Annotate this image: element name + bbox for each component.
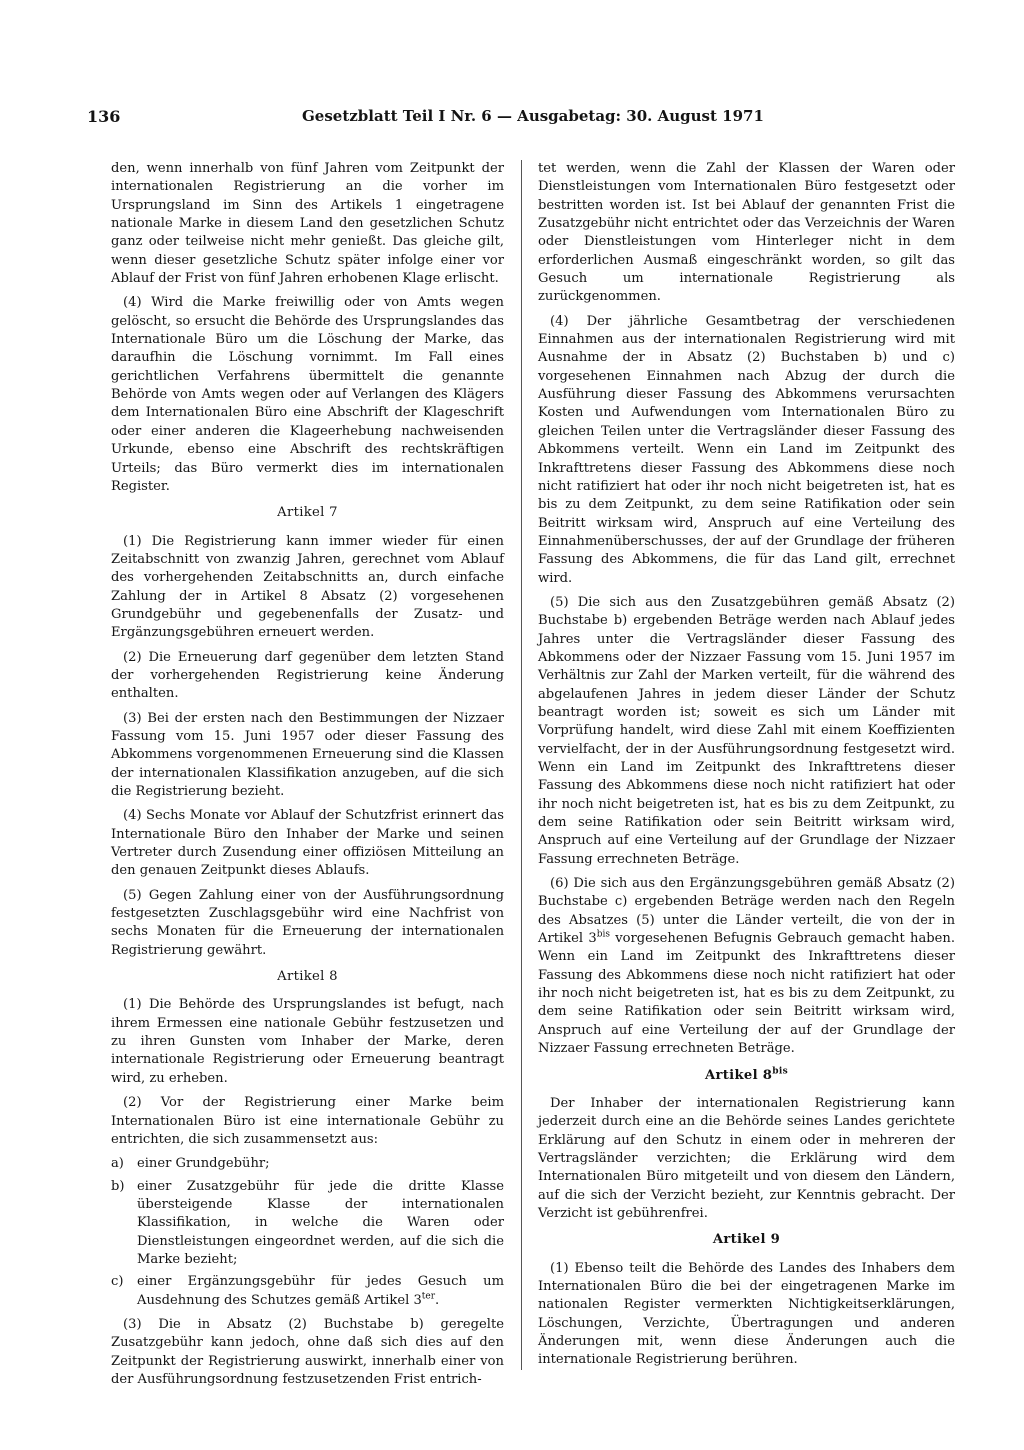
paragraph: den, wenn innerhalb von fünf Jahren vom Zeitpunkt der internationalen Registrierung an die vorher im Ursprungsland im Sinn des Artikels 1 eingetragene nationale Marke in diesem Land den gesetzlichen Schutz ganz oder teilweise nicht mehr genießt. Das gleiche gilt, wenn dieser gesetzliche Schutz später infolge einer vor Ablauf der Frist von fünf Jahren erhobenen Klage erlischt.: [111, 161, 504, 287]
paragraph: (1) Die Registrierung kann immer wieder für einen Zeitabschnitt von zwanzig Jahren, gerechnet vom Ablauf des vorhergehenden Zeitabschnitts an, durch einfache Zahlung der in Artikel 8 Absatz (2) vorgesehenen Grundgebühr und gegebenenfalls der Zusatz- und Ergänzungsgebühren erneuert werden.: [111, 533, 504, 641]
paragraph: (3) Bei der ersten nach den Bestimmungen der Nizzaer Fassung vom 15. Juni 1957 oder dieser Fassung des Abkommens vorgenommenen Erneuerung sind die Klassen der internationalen Klassifikation anzugeben, auf die sich die Registrierung bezieht.: [111, 710, 504, 799]
paragraph: (4) Wird die Marke freiwillig oder von Amts wegen gelöscht, so ersucht die Behörde des Ursprungslandes das Internationale Büro um die Löschung der Marke, das daraufhin die Löschung vornimmt. Im Fall eines gerichtlichen Verfahrens übermittelt die genannte Behörde von Amts wegen oder auf Verlangen des Klägers dem Internationalen Büro eine Abschrift der Klageschrift oder einer anderen die Klageerhebung nachweisenden Urkunde, ebenso eine Abschrift des rechtskräftigen Urteils; das Büro vermerkt dies im internationalen Register.: [111, 295, 504, 494]
column-divider: [521, 160, 522, 1370]
list-item-text: einer Grundgebühr;: [137, 1156, 270, 1172]
list-item-text: einer Zusatzgebühr für jede die dritte Klasse übersteigende Klasse der internationalen Klassifikation, in welche die Waren oder Dienstleistungen eingeordnet werden, auf die sich die Marke bezieht;: [137, 1178, 504, 1267]
article-heading: Artikel 8: [277, 969, 338, 985]
paragraph: (4) Der jährliche Gesamtbetrag der verschiedenen Einnahmen aus der internationalen Registrierung wird mit Ausnahme der in Absatz (2) Buchstaben b) und c) vorgesehenen Einnahmen nach Abzug der durch die Ausführung dieser Fassung des Abkommens verursachten Kosten und Aufwendungen vom Internationalen Büro zu gleichen Teilen unter die Vertragsländer dieser Fassung des Abkommens verteilt. Wenn ein Land im Zeitpunkt des Inkrafttretens dieser Fassung des Abkommens diese noch nicht ratifiziert hat oder ihr noch nicht beigetreten ist, hat es bis zu dem Zeitpunkt, zu dem seine Ratifikation oder sein Beitritt wirksam wird, Anspruch auf eine Verteilung des Einnahmenüberschusses, der auf der Grundlage der früheren Fassung des Abkommens, die für das Land gilt, errechnet wird.: [538, 313, 955, 586]
list-item: [111, 1178, 504, 1270]
article-heading: Artikel 7: [277, 505, 338, 521]
article-heading: [538, 1067, 955, 1085]
paragraph: (1) Ebenso teilt die Behörde des Landes des Inhabers dem Internationalen Büro die bei der eingetragenen Marke im nationalen Register vermerkten Nichtigkeitserklärungen, Löschungen, Verzichte, Übertragungen und anderen Änderungen mit, wenn diese Änderungen auch die internationale Registrierung berühren.: [538, 1260, 955, 1368]
paragraph: Der Inhaber der internationalen Registrierung kann jederzeit durch eine an die Behörde seines Landes gerichtete Erklärung auf den Schutz in einem oder in mehreren der Vertragsländer verzichten; die Erklärung wird dem Internationalen Büro mitgeteilt und von diesem den Ländern, auf die sich der Verzicht bezieht, zur Kenntnis gebracht. Der Verzicht ist gebührenfrei.: [538, 1095, 955, 1221]
paragraph: (5) Die sich aus den Zusatzgebühren gemäß Absatz (2) Buchstabe b) ergebenden Beträge werden nach Ablauf jedes Jahres unter die Vertragsländer dieser Fassung des Abkommens oder der Nizzaer Fassung vom 15. Juni 1957 im Verhältnis zur Zahl der Marken verteilt, für die während des abgelaufenen Jahres in jedem dieser Länder der Schutz beantragt worden ist; soweit es sich um Länder mit Vorprüfung handelt, wird diese Zahl mit einem Koeffizienten vervielfacht, der in der Ausführungsordnung festgesetzt wird. Wenn ein Land im Zeitpunkt des Inkrafttretens dieser Fassung des Abkommens diese noch nicht ratifiziert hat oder ihr noch nicht beigetreten ist, hat es bis zu dem Zeitpunkt, zu dem seine Ratifikation oder sein Beitritt wirksam wird, Anspruch auf eine Verteilung auf der Grundlage der Nizzaer Fassung errechneten Beträge.: [538, 594, 955, 867]
list-item-text: einer Ergänzungsgebühr für jedes Gesuch um Ausdehnung des Schutzes gemäß Artikel 3: [137, 1274, 504, 1308]
paragraph: (3) Die in Absatz (2) Buchstabe b) geregelte Zusatzgebühr kann jedoch, ohne daß sich dies auf den Zeitpunkt der Registrierung auswirkt, innerhalb einer von der Ausführungsordnung festzusetzenden Frist entrich-: [111, 1316, 504, 1387]
enumerated-list: [111, 1155, 504, 1310]
paragraph: tet werden, wenn die Zahl der Klassen der Waren oder Dienstleistungen vom Internationalen Büro festgesetzt oder bestritten worden ist. Ist bei Ablauf der genannten Frist die Zusatzgebühr nicht entrichtet oder das Verzeichnis der Waren oder Dienstleistungen vom Hinterleger nicht in dem erforderlichen Ausmaß eingeschränkt worden, so gilt das Gesuch um internationale Registrierung als zurückgenommen.: [538, 161, 955, 305]
paragraph: (1) Die Behörde des Ursprungslandes ist befugt, nach ihrem Ermessen eine nationale Gebühr festzusetzen und zu ihren Gunsten vom Inhaber der Marke, deren internationale Registrierung oder Erneuerung beantragt wird, zu erheben.: [111, 997, 504, 1086]
paragraph: (2) Die Erneuerung darf gegenüber dem letzten Stand der vorhergehenden Registrierung keine Änderung enthalten.: [111, 649, 504, 702]
paragraph: [538, 875, 955, 1058]
list-marker: a): [111, 1156, 124, 1172]
right-column: [538, 160, 955, 1376]
paragraph-text: vorgesehenen Befugnis Gebrauch gemacht haben. Wenn ein Land im Zeitpunkt des Inkrafttretens dieser Fassung des Abkommens diese noch nicht ratifiziert hat oder ihr noch nicht beigetreten ist, hat es bis zu dem Zeitpunkt, zu dem seine Ratifikation oder sein Beitritt wirksam wird, Anspruch auf eine Verteilung der auf der Grundlage der Nizzaer Fassung errechneten Beträge.: [538, 931, 956, 1057]
running-title: Gesetzblatt Teil I Nr. 6 — Ausgabetag: 30. August 1971: [302, 107, 764, 125]
list-item: [111, 1155, 504, 1173]
superscript: bis: [772, 1066, 788, 1077]
list-marker: c): [111, 1274, 124, 1290]
page-number: 136: [87, 107, 121, 126]
superscript: ter: [421, 1291, 436, 1302]
paragraph: (2) Vor der Registrierung einer Marke beim Internationalen Büro ist eine internationale Gebühr zu entrichten, die sich zusammensetzt aus:: [111, 1095, 504, 1147]
list-marker: b): [111, 1178, 125, 1194]
paragraph: (4) Sechs Monate vor Ablauf der Schutzfrist erinnert das Internationale Büro den Inhaber der Marke und seinen Vertreter durch Zusendung einer offiziösen Mitteilung an den genauen Zeitpunkt dieses Ablaufs.: [111, 808, 504, 879]
article-heading: Artikel 9: [712, 1232, 781, 1248]
paragraph-text: (6) Die sich aus den Ergänzungsgebühren gemäß Absatz (2) Buchstabe c) ergebenden Beträge werden nach den Regeln des Absatzes (5) unter die Länder verteilt, die von der in Artikel 3: [538, 876, 955, 947]
superscript: bis: [596, 929, 610, 940]
paragraph: (5) Gegen Zahlung einer von der Ausführungsordnung festgesetzten Zuschlagsgebühr wird eine Nachfrist von sechs Monaten für die Erneuerung der internationalen Registrierung gewährt.: [111, 887, 504, 958]
list-item-end: .: [435, 1292, 440, 1308]
left-column: [111, 160, 504, 1395]
article-heading-text: Artikel 8: [705, 1067, 773, 1083]
list-item: [111, 1273, 504, 1310]
page-header: [87, 107, 762, 133]
